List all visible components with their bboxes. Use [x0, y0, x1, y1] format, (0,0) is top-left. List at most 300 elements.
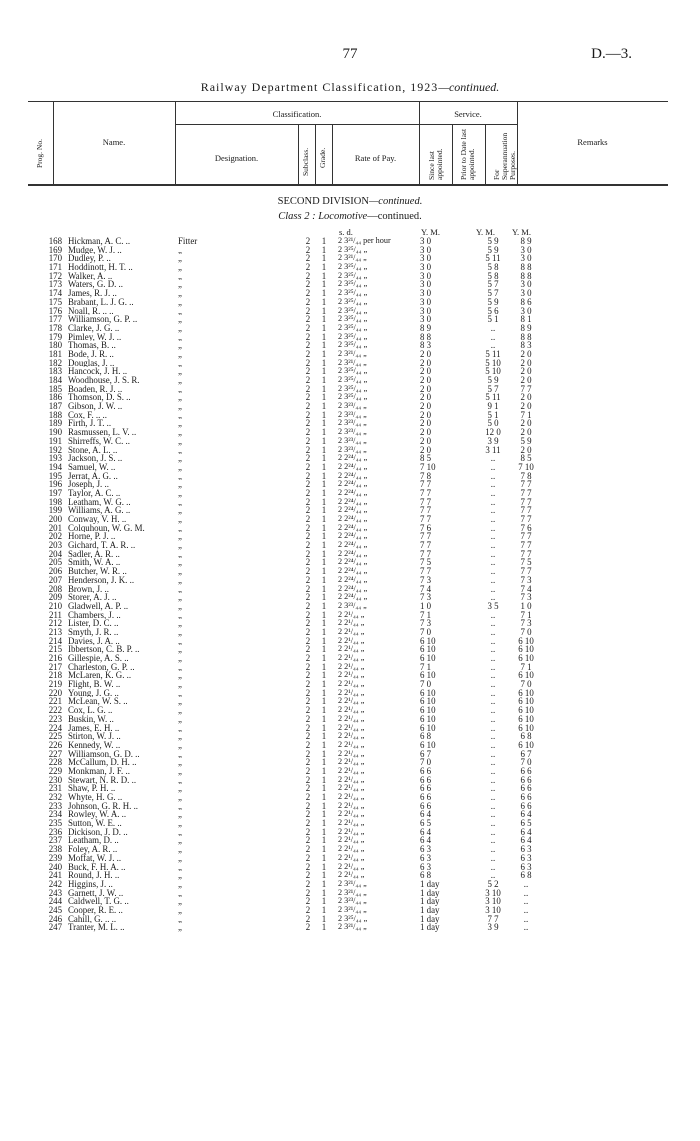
prog-no-cell: 181	[48, 348, 62, 359]
service-since-last-cell: 7 4	[420, 583, 432, 594]
name-cell: Jerrat, A. G. ..	[68, 471, 118, 481]
service-since-last-cell: 7 8	[420, 470, 432, 481]
service-superannuation-cell: 5 9	[520, 435, 532, 446]
designation-cell: „	[178, 532, 182, 542]
subclass-cell: 2	[305, 618, 311, 629]
service-superannuation-cell: 7 7	[520, 505, 532, 516]
table-row	[0, 558, 700, 567]
grade-cell: 1	[321, 878, 327, 889]
designation-cell: „	[178, 263, 182, 272]
subclass-cell: 2	[305, 401, 311, 412]
subclass-cell: 2	[305, 913, 311, 924]
grade-cell: 1	[321, 366, 327, 377]
rate-of-pay-cell: 2 3²³/₄₄ „	[338, 445, 367, 454]
service-since-last-cell: 6 8	[420, 870, 432, 881]
service-superannuation-cell: 8 8	[520, 270, 532, 281]
prog-no-cell: 195	[48, 470, 62, 481]
rate-of-pay-cell: 2 2¹/₄₄ „	[338, 697, 365, 706]
grade-cell: 1	[321, 713, 327, 724]
subclass-cell: 2	[305, 896, 311, 907]
designation-cell: „	[178, 784, 182, 794]
designation-cell: „	[178, 349, 182, 359]
grade-cell: 1	[321, 331, 327, 342]
subclass-cell: 2	[305, 314, 311, 325]
subclass-cell: 2	[305, 322, 311, 333]
service-superannuation-cell: 7 8	[520, 470, 532, 481]
designation-cell: „	[178, 306, 182, 316]
prog-no-cell: 227	[48, 748, 62, 759]
rate-of-pay-cell: 2 3²³/₄₄ „	[338, 436, 367, 445]
service-prior-cell: ..	[490, 592, 496, 603]
subclass-cell: 2	[305, 609, 311, 620]
service-superannuation-cell: 6 7	[520, 748, 532, 759]
subclass-cell: 2	[305, 496, 311, 507]
service-prior-cell: 5 11	[485, 392, 501, 403]
name-cell: Young, J. G. ..	[68, 688, 119, 698]
rate-of-pay-cell: 2 3²¹/₄₄ „	[338, 879, 367, 888]
name-cell: Williamson, G. P. ..	[68, 315, 138, 324]
grade-cell: 1	[321, 887, 327, 898]
service-superannuation-cell: 6 10	[518, 722, 534, 733]
rate-of-pay-cell: 2 3²⁵/₄₄ „	[338, 245, 368, 254]
table-row	[0, 732, 700, 741]
grade-cell: 1	[321, 479, 327, 490]
service-prior-cell: ..	[490, 818, 496, 829]
service-superannuation-cell: 6 3	[520, 861, 532, 872]
service-superannuation-cell: 7 7	[520, 496, 532, 507]
table-row	[0, 758, 700, 767]
subclass-cell: 2	[305, 852, 311, 863]
prog-no-cell: 177	[48, 314, 62, 325]
grade-cell: 1	[321, 896, 327, 907]
designation-cell: „	[178, 897, 182, 906]
prog-no-cell: 228	[48, 757, 62, 768]
division-name: SECOND DIVISION	[277, 196, 369, 207]
subclass-cell: 2	[305, 540, 311, 551]
name-cell: Sadler, A. R. ..	[68, 549, 120, 559]
service-superannuation-cell: ..	[523, 887, 529, 898]
table-row	[0, 359, 700, 368]
service-since-last-cell: 2 0	[420, 409, 432, 420]
table-row	[0, 593, 700, 602]
grade-cell: 1	[321, 409, 327, 420]
subclass-cell: 2	[305, 922, 311, 933]
service-since-last-cell: 7 7	[420, 540, 432, 551]
grade-cell: 1	[321, 253, 327, 264]
table-row	[0, 333, 700, 342]
table-row	[0, 810, 700, 819]
grade-cell: 1	[321, 548, 327, 559]
rate-of-pay-cell: 2 2²⁴/₄₄ „	[338, 575, 368, 584]
grade-cell: 1	[321, 653, 327, 663]
subclass-cell: 2	[305, 696, 311, 707]
designation-cell: „	[178, 593, 182, 602]
service-since-last-cell: 7 7	[420, 505, 432, 516]
table-row	[0, 576, 700, 585]
rate-of-pay-cell: 2 2¹/₄₄ „	[338, 862, 365, 871]
designation-cell: „	[178, 419, 182, 429]
prog-no-cell: 168	[48, 236, 62, 246]
prog-no-cell: 212	[48, 618, 62, 629]
prog-no-cell: 178	[48, 322, 62, 333]
prog-no-cell: 224	[48, 722, 62, 733]
service-prior-cell: ..	[490, 644, 496, 655]
name-cell: McLaren, K. G. ..	[68, 671, 132, 681]
class-suffix: —continued.	[367, 211, 422, 222]
table-row	[0, 541, 700, 550]
subclass-cell: 2	[305, 887, 311, 898]
grade-cell: 1	[321, 418, 327, 429]
rate-of-pay-cell: 2 3²⁵/₄₄ „	[338, 315, 368, 324]
grade-cell: 1	[321, 296, 327, 307]
service-since-last-cell: 7 7	[420, 531, 432, 542]
designation-cell: „	[178, 480, 182, 489]
grade-cell: 1	[321, 522, 327, 533]
subclass-cell: 2	[305, 661, 311, 672]
service-prior-cell: 5 7	[487, 288, 499, 299]
name-cell: Caldwell, T. G. ..	[68, 897, 129, 906]
grade-cell: 1	[321, 765, 327, 776]
designation-cell: „	[178, 358, 182, 368]
service-prior-cell: 12 0	[485, 427, 501, 438]
service-superannuation-cell: 7 7	[520, 566, 532, 577]
designation-cell: „	[178, 541, 182, 550]
name-cell: Storer, A. J. ..	[68, 593, 117, 602]
table-row	[0, 880, 700, 889]
service-superannuation-cell: 6 10	[518, 635, 534, 646]
grade-cell: 1	[321, 392, 327, 403]
designation-cell: „	[178, 610, 182, 620]
rate-of-pay-cell: 2 2¹/₄₄ „	[338, 758, 365, 767]
table-row	[0, 915, 700, 924]
service-since-last-cell: 2 0	[420, 366, 432, 377]
table-row	[0, 280, 700, 289]
table-row	[0, 567, 700, 576]
table-row	[0, 298, 700, 307]
subclass-cell: 2	[305, 722, 311, 733]
title-suffix: —continued.	[438, 80, 500, 94]
service-superannuation-cell: 2 0	[520, 357, 532, 368]
grade-cell: 1	[321, 357, 327, 368]
name-cell: Taylor, A. C. ..	[68, 488, 121, 498]
service-prior-cell: 5 9	[487, 244, 499, 255]
table-row	[0, 402, 700, 411]
table-row	[0, 784, 700, 793]
rate-of-pay-cell: 2 2¹/₄₄ „	[338, 680, 365, 689]
service-superannuation-cell: ..	[523, 904, 529, 915]
service-since-last-cell: 1 day	[420, 922, 440, 933]
table-row	[0, 611, 700, 620]
table-row	[0, 689, 700, 698]
table-row	[0, 315, 700, 324]
designation-cell: „	[178, 436, 182, 446]
designation-cell: „	[178, 636, 182, 646]
rate-of-pay-cell: 2 2¹/₄₄ „	[338, 654, 365, 662]
name-cell: Sutton, W. E. ..	[68, 819, 122, 828]
service-prior-cell: ..	[490, 461, 496, 472]
service-prior-cell: ..	[490, 713, 496, 724]
designation-cell: „	[178, 671, 182, 681]
name-cell: Stone, A. L. ..	[68, 445, 118, 455]
prog-no-cell: 217	[48, 661, 62, 672]
rate-of-pay-cell: 2 2¹/₄₄ „	[338, 784, 365, 793]
grade-cell: 1	[321, 583, 327, 594]
rate-of-pay-cell: 2 3²³/₄₄ „	[338, 428, 367, 437]
rate-of-pay-cell: 2 2¹/₄₄ „	[338, 732, 365, 741]
service-superannuation-cell: 3 0	[520, 244, 532, 255]
name-cell: Ibbertson, C. B. P. ..	[68, 645, 140, 655]
grade-cell: 1	[321, 557, 327, 568]
service-superannuation-cell: 7 7	[520, 540, 532, 551]
designation-cell: „	[178, 462, 182, 472]
service-superannuation-cell: 6 10	[518, 713, 534, 724]
table-row	[0, 411, 700, 420]
grade-cell: 1	[321, 722, 327, 733]
service-superannuation-cell: 7 7	[520, 548, 532, 559]
name-cell: Gillespie, A. S. ..	[68, 654, 129, 663]
table-row	[0, 637, 700, 646]
subclass-cell: 2	[305, 670, 311, 681]
service-superannuation-cell: 7 7	[520, 487, 532, 498]
service-superannuation-cell: 2 0	[520, 427, 532, 438]
service-prior-cell: ..	[490, 548, 496, 559]
rate-of-pay-cell: 2 3²³/₄₄ „	[338, 402, 367, 411]
name-cell: James, R. J. ..	[68, 289, 117, 298]
subclass-cell: 2	[305, 800, 311, 811]
service-prior-cell: ..	[490, 783, 496, 794]
rate-of-pay-cell: 2 2²⁴/₄₄ „	[338, 593, 368, 602]
prog-no-cell: 242	[48, 878, 62, 889]
prog-no-cell: 183	[48, 366, 62, 377]
service-since-last-cell: 6 6	[420, 783, 432, 794]
grade-cell: 1	[321, 687, 327, 698]
prog-no-cell: 237	[48, 835, 62, 846]
grade-cell: 1	[321, 444, 327, 455]
subclass-cell: 2	[305, 514, 311, 524]
service-superannuation-cell: ..	[523, 896, 529, 907]
service-prior-cell: ..	[490, 609, 496, 620]
subclass-cell: 2	[305, 731, 311, 742]
name-cell: Clarke, J. G. ..	[68, 323, 120, 333]
division-suffix: —continued.	[368, 196, 423, 207]
service-superannuation-cell: 6 10	[518, 644, 534, 655]
rate-of-pay-cell: 2 3²¹/₄₄ per hour	[338, 237, 391, 245]
rate-of-pay-cell: 2 3²⁵/₄₄ „	[338, 341, 368, 350]
name-cell: Cox, F. .. ..	[68, 410, 107, 420]
designation-cell: „	[178, 254, 182, 264]
service-since-last-cell: 3 0	[420, 314, 432, 325]
service-prior-cell: ..	[490, 574, 496, 585]
rate-of-pay-cell: 2 2²⁴/₄₄ „	[338, 523, 368, 532]
subclass-cell: 2	[305, 583, 311, 594]
name-cell: Monkman, J. F. ..	[68, 766, 130, 776]
prog-no-cell: 191	[48, 435, 62, 446]
designation-cell: „	[178, 654, 182, 663]
service-since-last-cell: 6 5	[420, 818, 432, 829]
service-prior-cell: ..	[490, 800, 496, 811]
service-prior-cell: 5 10	[485, 366, 501, 377]
name-cell: Rowley, W. A. ..	[68, 810, 127, 820]
designation-cell: „	[178, 280, 182, 290]
service-prior-cell: 5 8	[487, 270, 499, 281]
designation-cell: „	[178, 662, 182, 672]
subclass-cell: 2	[305, 548, 311, 559]
service-superannuation-cell: 6 8	[520, 870, 532, 881]
subclass-cell: 2	[305, 861, 311, 872]
service-superannuation-cell: 3 0	[520, 279, 532, 290]
service-prior-cell: ..	[490, 722, 496, 733]
rate-of-pay-cell: 2 2¹/₄₄ „	[338, 619, 365, 628]
grade-cell: 1	[321, 279, 327, 290]
table-row	[0, 889, 700, 898]
service-prior-cell: ..	[490, 670, 496, 681]
section-class-heading	[0, 211, 700, 222]
service-prior-cell: ..	[490, 757, 496, 768]
name-cell: Gichard, T. A. R. ..	[68, 541, 136, 550]
prog-no-cell: 180	[48, 340, 62, 351]
name-cell: Gladwell, A. P. ..	[68, 601, 129, 611]
grade-cell: 1	[321, 826, 327, 837]
header-remarks: Remarks	[577, 137, 608, 147]
name-cell: Cooper, R. E. ..	[68, 905, 123, 915]
page-title	[0, 80, 700, 95]
prog-no-cell: 219	[48, 679, 62, 690]
subclass-cell: 2	[305, 262, 311, 273]
designation-cell: „	[178, 810, 182, 820]
service-superannuation-cell: 7 5	[520, 557, 532, 568]
table-row	[0, 480, 700, 489]
service-since-last-cell: 6 3	[420, 861, 432, 872]
designation-cell: „	[178, 853, 182, 863]
grade-cell: 1	[321, 696, 327, 707]
rate-of-pay-cell: 2 2¹/₄₄ „	[338, 836, 365, 845]
grade-cell: 1	[321, 348, 327, 359]
name-cell: Moffat, W. J. ..	[68, 853, 122, 863]
rate-of-pay-cell: 2 2¹/₄₄ „	[338, 740, 365, 749]
prog-no-cell: 175	[48, 296, 62, 307]
grade-cell: 1	[321, 670, 327, 681]
service-superannuation-cell: 7 7	[520, 479, 532, 490]
service-since-last-cell: 7 5	[420, 557, 432, 568]
subclass-cell: 2	[305, 870, 311, 881]
designation-cell: „	[178, 445, 182, 455]
subclass-cell: 2	[305, 461, 311, 472]
designation-cell: „	[178, 454, 182, 463]
prog-no-cell: 215	[48, 644, 62, 655]
designation-cell: „	[178, 905, 182, 915]
service-superannuation-cell: 6 10	[518, 696, 534, 707]
service-prior-cell: ..	[490, 557, 496, 568]
name-cell: Buskin, W. ..	[68, 714, 114, 724]
header-rate-of-pay: Rate of Pay.	[354, 153, 397, 163]
subclass-cell: 2	[305, 236, 311, 246]
prog-no-cell: 234	[48, 809, 62, 820]
subclass-cell: 2	[305, 470, 311, 481]
service-superannuation-cell: 7 1	[520, 661, 532, 672]
prog-no-cell: 220	[48, 687, 62, 698]
service-since-last-cell: 6 4	[420, 835, 432, 846]
table-row	[0, 819, 700, 828]
service-superannuation-cell: 8 9	[520, 236, 532, 246]
service-prior-cell: ..	[490, 566, 496, 577]
service-since-last-cell: 6 10	[420, 687, 436, 698]
name-cell: Shirreffs, W. C. ..	[68, 436, 130, 446]
table-row	[0, 706, 700, 715]
grade-cell: 1	[321, 574, 327, 585]
service-prior-cell: ..	[490, 331, 496, 342]
grade-cell: 1	[321, 783, 327, 794]
grade-cell: 1	[321, 340, 327, 351]
prog-no-cell: 174	[48, 288, 62, 299]
subclass-cell: 2	[305, 444, 311, 455]
table-row	[0, 750, 700, 759]
table-row	[0, 897, 700, 906]
rate-of-pay-cell: 2 2¹/₄₄ „	[338, 819, 365, 828]
subclass-cell: 2	[305, 331, 311, 342]
designation-cell: „	[178, 732, 182, 741]
service-superannuation-cell: 2 0	[520, 401, 532, 412]
service-superannuation-cell: 3 0	[520, 305, 532, 316]
rate-of-pay-cell: 2 2²⁴/₄₄ „	[338, 567, 368, 576]
prog-no-cell: 208	[48, 583, 62, 594]
table-row	[0, 515, 700, 524]
prog-no-cell: 209	[48, 592, 62, 603]
service-since-last-cell: 1 0	[420, 600, 432, 611]
designation-cell: „	[178, 801, 182, 811]
service-superannuation-cell: 7 1	[520, 609, 532, 620]
rate-of-pay-cell: 2 2¹/₄₄ „	[338, 671, 365, 680]
subclass-cell: 2	[305, 305, 311, 316]
designation-cell: „	[178, 749, 182, 759]
subclass-cell: 2	[305, 566, 311, 577]
subclass-cell: 2	[305, 357, 311, 368]
name-cell: Walker, A. ..	[68, 271, 113, 281]
designation-cell: „	[178, 515, 182, 524]
prog-no-cell: 196	[48, 479, 62, 490]
rate-of-pay-cell: 2 2¹/₄₄ „	[338, 610, 365, 619]
name-cell: Firth, J. T. ..	[68, 419, 112, 429]
rate-of-pay-cell: 2 3²⁵/₄₄ „	[338, 367, 368, 376]
service-prior-cell: ..	[490, 774, 496, 785]
service-since-last-cell: 3 0	[420, 305, 432, 316]
rate-of-pay-cell: 2 2¹/₄₄ „	[338, 706, 365, 715]
subclass-cell: 2	[305, 748, 311, 759]
service-prior-cell: 5 9	[487, 296, 499, 307]
service-since-last-cell: 2 0	[420, 383, 432, 394]
table-row	[0, 498, 700, 507]
table-row	[0, 289, 700, 298]
service-since-last-cell: 1 day	[420, 904, 440, 915]
name-cell: Smith, W. A. ..	[68, 558, 121, 568]
subclass-cell: 2	[305, 296, 311, 307]
service-since-last-cell: 6 10	[420, 705, 436, 716]
grade-cell: 1	[321, 661, 327, 672]
subclass-cell: 2	[305, 844, 311, 855]
service-prior-cell: ..	[490, 618, 496, 629]
service-prior-cell: 3 10	[485, 896, 501, 907]
name-cell: Joseph, J. ..	[68, 480, 109, 489]
grade-cell: 1	[321, 435, 327, 446]
subclass-cell: 2	[305, 626, 311, 637]
service-superannuation-cell: 7 1	[520, 409, 532, 420]
designation-cell: „	[178, 888, 182, 898]
designation-cell: „	[178, 271, 182, 281]
service-superannuation-cell: 7 6	[520, 522, 532, 533]
designation-cell: „	[178, 758, 182, 767]
service-since-last-cell: 6 10	[420, 713, 436, 724]
table-row	[0, 454, 700, 463]
rate-of-pay-cell: 2 2¹/₄₄ „	[338, 801, 365, 810]
